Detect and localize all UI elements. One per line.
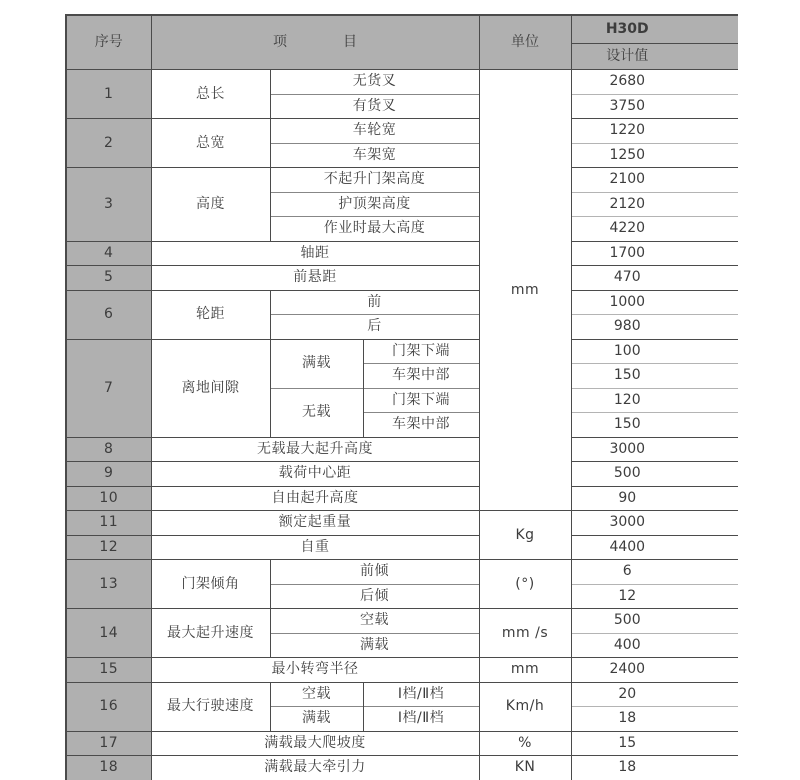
sub-label: 门架下端 xyxy=(363,339,479,364)
item-no: 4 xyxy=(66,241,151,266)
sub-label: 门架下端 xyxy=(363,388,479,413)
item-name: 自由起升高度 xyxy=(151,486,479,511)
sub-label: 前 xyxy=(270,290,479,315)
value-cell: 90 xyxy=(571,486,738,511)
sub-label: 护顶架高度 xyxy=(270,192,479,217)
value-cell: 2100 xyxy=(571,168,738,193)
item-no: 9 xyxy=(66,462,151,487)
value-cell: 4400 xyxy=(571,535,738,560)
sub-label: 无货叉 xyxy=(270,70,479,95)
design-value-header: 设计值 xyxy=(571,44,738,70)
item-name: 载荷中心距 xyxy=(151,462,479,487)
item-no: 10 xyxy=(66,486,151,511)
item-no: 18 xyxy=(66,756,151,780)
col-item-header: 项 目 xyxy=(151,15,479,70)
value-cell: 20 xyxy=(571,682,738,707)
item-name: 总长 xyxy=(151,70,270,119)
value-cell: 400 xyxy=(571,633,738,658)
value-cell: 2120 xyxy=(571,192,738,217)
item-no: 11 xyxy=(66,511,151,536)
value-cell: 120 xyxy=(571,388,738,413)
spec-table-container xyxy=(65,14,738,780)
item-name: 轴距 xyxy=(151,241,479,266)
value-cell: 100 xyxy=(571,339,738,364)
model-header: H30D xyxy=(571,15,738,44)
spec-table xyxy=(65,14,738,780)
item-name: 前悬距 xyxy=(151,266,479,291)
item-name: 无载最大起升高度 xyxy=(151,437,479,462)
value-cell: 1000 xyxy=(571,290,738,315)
item-no: 6 xyxy=(66,290,151,339)
item-name: 额定起重量 xyxy=(151,511,479,536)
item-no: 14 xyxy=(66,609,151,658)
unit-cell: Km/h xyxy=(479,682,571,731)
item-no: 1 xyxy=(66,70,151,119)
col-no-header: 序号 xyxy=(66,15,151,70)
item-name: 最大行驶速度 xyxy=(151,682,270,731)
sub-label: 车架中部 xyxy=(363,364,479,389)
value-cell: 1700 xyxy=(571,241,738,266)
sub-label: 有货叉 xyxy=(270,94,479,119)
value-cell: 1250 xyxy=(571,143,738,168)
load-label: 空载 xyxy=(270,682,363,707)
item-no: 7 xyxy=(66,339,151,437)
item-name: 门架倾角 xyxy=(151,560,270,609)
sub-label: 车架中部 xyxy=(363,413,479,438)
item-no: 13 xyxy=(66,560,151,609)
item-name: 离地间隙 xyxy=(151,339,270,437)
value-cell: 980 xyxy=(571,315,738,340)
sub-label: 车轮宽 xyxy=(270,119,479,144)
value-cell: 500 xyxy=(571,609,738,634)
value-cell: 3000 xyxy=(571,511,738,536)
item-no: 15 xyxy=(66,658,151,683)
sub-label: 作业时最大高度 xyxy=(270,217,479,242)
item-no: 8 xyxy=(66,437,151,462)
item-no: 2 xyxy=(66,119,151,168)
load-label: 满载 xyxy=(270,707,363,732)
item-no: 3 xyxy=(66,168,151,242)
unit-cell: (°) xyxy=(479,560,571,609)
value-cell: 18 xyxy=(571,707,738,732)
item-name: 自重 xyxy=(151,535,479,560)
sub-label: 前倾 xyxy=(270,560,479,585)
unit-cell: mm /s xyxy=(479,609,571,658)
item-no: 16 xyxy=(66,682,151,731)
unit-cell: % xyxy=(479,731,571,756)
item-name: 满载最大牵引力 xyxy=(151,756,479,780)
sub-label: 后 xyxy=(270,315,479,340)
sub-label: 后倾 xyxy=(270,584,479,609)
value-cell: 2400 xyxy=(571,658,738,683)
value-cell: 3750 xyxy=(571,94,738,119)
value-cell: 150 xyxy=(571,413,738,438)
value-cell: 4220 xyxy=(571,217,738,242)
unit-cell: mm xyxy=(479,70,571,511)
value-cell: 150 xyxy=(571,364,738,389)
unit-cell: Kg xyxy=(479,511,571,560)
value-cell: 3000 xyxy=(571,437,738,462)
value-cell: 15 xyxy=(571,731,738,756)
sub-label: 不起升门架高度 xyxy=(270,168,479,193)
item-no: 5 xyxy=(66,266,151,291)
gear-label: Ⅰ档/Ⅱ档 xyxy=(363,682,479,707)
value-cell: 1220 xyxy=(571,119,738,144)
item-name: 总宽 xyxy=(151,119,270,168)
item-name: 最小转弯半径 xyxy=(151,658,479,683)
item-no: 17 xyxy=(66,731,151,756)
unit-cell: mm xyxy=(479,658,571,683)
col-unit-header: 单位 xyxy=(479,15,571,70)
load-label: 无载 xyxy=(270,388,363,437)
unit-cell: KN xyxy=(479,756,571,780)
sub-label: 车架宽 xyxy=(270,143,479,168)
value-cell: 500 xyxy=(571,462,738,487)
load-label: 满载 xyxy=(270,339,363,388)
value-cell: 6 xyxy=(571,560,738,585)
gear-label: Ⅰ档/Ⅱ档 xyxy=(363,707,479,732)
value-cell: 470 xyxy=(571,266,738,291)
sub-label: 空载 xyxy=(270,609,479,634)
item-name: 最大起升速度 xyxy=(151,609,270,658)
value-cell: 18 xyxy=(571,756,738,780)
item-name: 满载最大爬坡度 xyxy=(151,731,479,756)
value-cell: 12 xyxy=(571,584,738,609)
sub-label: 满载 xyxy=(270,633,479,658)
item-no: 12 xyxy=(66,535,151,560)
value-cell: 2680 xyxy=(571,70,738,95)
item-name: 高度 xyxy=(151,168,270,242)
item-name: 轮距 xyxy=(151,290,270,339)
